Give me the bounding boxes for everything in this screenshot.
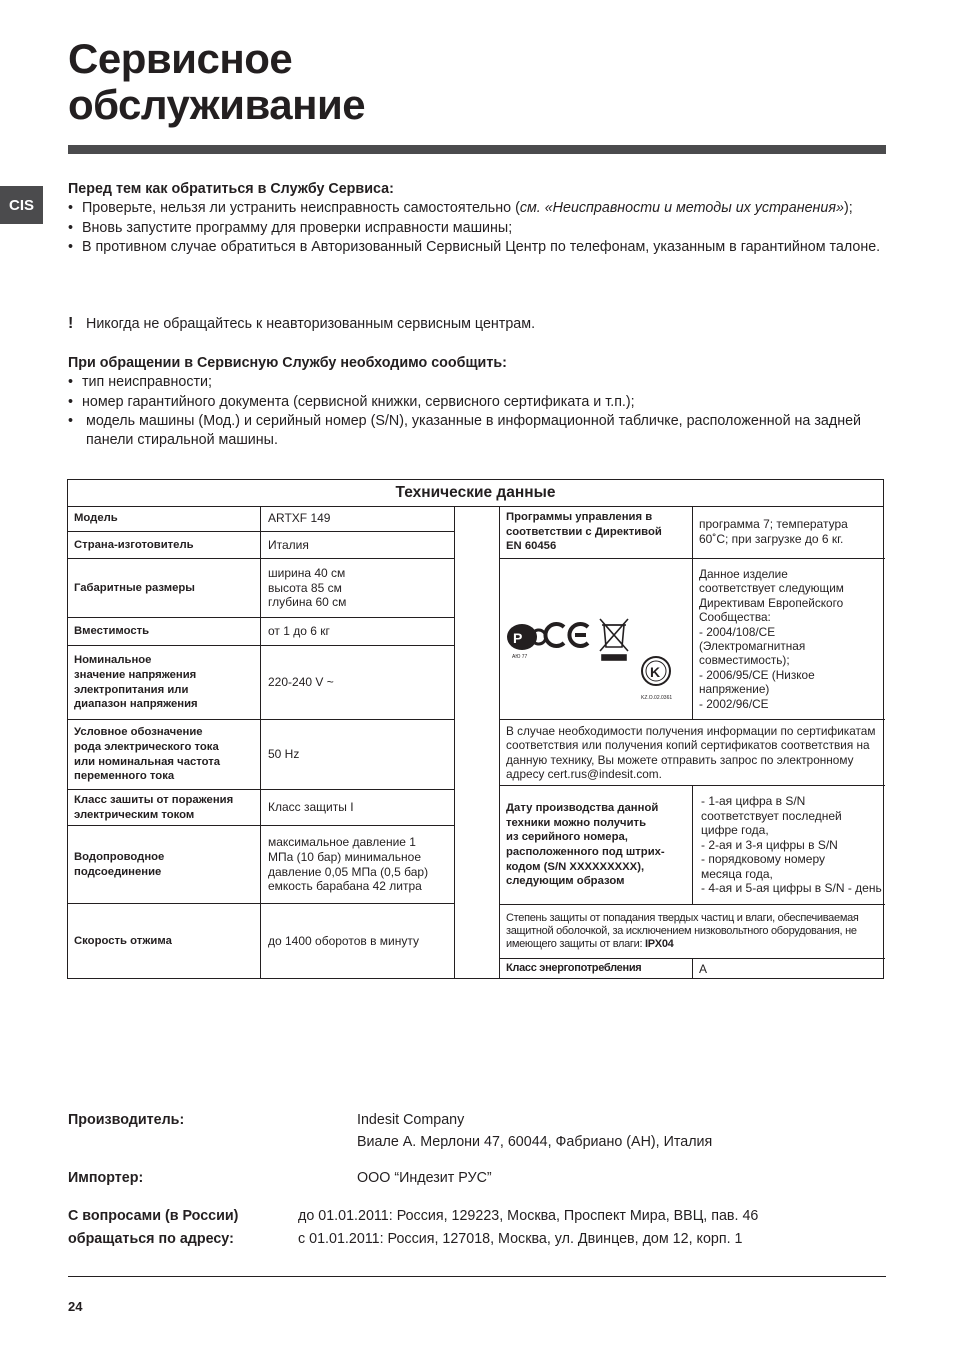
item1-reference: см. «Неисправности и методы их устранения»	[519, 200, 844, 217]
tech-data-table	[67, 479, 884, 979]
spec-value: 50 Hz	[260, 720, 454, 789]
table-row	[68, 904, 454, 979]
list-item: • Вновь запустите программу для проверки исправности машины;	[68, 219, 886, 238]
page-title-line1: Сервисное	[68, 35, 293, 82]
certificate-info: В случае необходимости получения информации по сертификатам соответствия или получения копий сертификатов соответствия на данную технику, Вы можете отправить запрос по электронному адресу cert.rus@indesit.com.	[506, 723, 876, 781]
list-item: • модель машины (Мод.) и серийный номер (S/N), указанные в информационной табличке, расположенной на задней панели стиральной машины.	[68, 412, 886, 451]
energy-class-value: A	[692, 959, 885, 979]
spec-label: Класс зашиты от поражения электрическим током	[74, 793, 234, 821]
spec-value: от 1 до 6 кг	[260, 618, 454, 645]
importer-label: Импортер:	[68, 1170, 144, 1186]
table-row	[500, 905, 885, 959]
spec-value: Класс защиты I	[260, 790, 454, 825]
energy-class-label: Класс энергопотребления	[506, 962, 642, 975]
language-tab: CIS	[0, 186, 43, 224]
certification-marks-graphic	[500, 559, 692, 719]
report-info-section	[68, 354, 886, 450]
before-service-heading: Перед тем как обратиться в Службу Сервиса:	[68, 181, 394, 197]
spec-value: Италия	[260, 532, 454, 558]
spec-value: максимальное давление 1 МПа (10 бар) минимальное давление 0,05 МПа (0,5 бар) емкость барабана 42 литра	[260, 826, 454, 903]
spec-value: 220-240 V ~	[260, 646, 454, 719]
table-row	[68, 720, 454, 790]
ip-protection-info	[506, 905, 879, 958]
kz-certification-icon	[641, 657, 672, 701]
svg-text:P: P	[513, 630, 523, 646]
list-item: • тип неисправности;	[68, 373, 886, 392]
table-row	[68, 618, 454, 646]
eu-directives-text: Данное изделие соответствует следующим Директивам Европейского Сообщества: - 2004/108/CE (Электромагнитная совместимость); - 2006/95/CE (Низкое напряжение) - 2002/96/CE	[692, 559, 885, 719]
contact-address-line2: с 01.01.2011: Россия, 127018, Москва, ул. Двинцев, дом 12, корп. 1	[298, 1231, 743, 1247]
svg-text:K: K	[650, 664, 661, 680]
spec-label: Условное обозначение рода электрического тока или номинальная частота переменного тока	[74, 726, 221, 783]
warning-icon: !	[68, 315, 74, 332]
contact-label-line2: обращаться по адресу:	[68, 1231, 234, 1247]
table-row	[68, 532, 454, 559]
production-date-value: - 1-ая цифра в S/N соответствует последней цифре года, - 2-ая и 3-я цифры в S/N - порядковому номеру месяца года, - 4-ая и 5-ая цифры в S/N - день	[692, 786, 885, 904]
manufacturer-label: Производитель:	[68, 1112, 185, 1128]
warning-text: Никогда не обращайтесь к неавторизованным сервисным центрам.	[86, 316, 536, 332]
pct-mark-icon	[507, 624, 546, 660]
tech-data-title: Технические данные	[68, 480, 883, 507]
spec-value: ARTXF 149	[260, 506, 454, 531]
table-row	[500, 559, 885, 720]
table-row	[500, 720, 885, 786]
contact-label	[68, 1205, 238, 1251]
table-row	[500, 786, 885, 905]
ce-mark-icon	[545, 624, 588, 646]
weee-bin-icon	[600, 619, 628, 660]
programs-label: Программы управления в соответствии с Директивой EN 60456	[506, 511, 662, 553]
contact-address	[298, 1205, 758, 1251]
spec-label: Страна-изготовитель	[74, 538, 194, 551]
report-info-heading: При обращении в Сервисную Службу необходимо сообщить:	[68, 355, 507, 371]
spec-label: Вместимость	[74, 625, 150, 638]
ip-protection-code: IPX04	[645, 938, 674, 951]
page-number: 24	[68, 1299, 83, 1314]
table-row	[68, 559, 454, 618]
spec-label: Модель	[74, 512, 118, 525]
certification-marks	[500, 559, 692, 719]
spec-label: Водопроводное подсоединение	[74, 850, 165, 878]
warning-note	[68, 315, 904, 334]
table-row	[500, 506, 885, 559]
spec-value: до 1400 оборотов в минуту	[260, 904, 454, 979]
importer-value: ООО “Индезит РУС”	[357, 1170, 492, 1186]
table-row	[68, 646, 454, 720]
spec-label: Габаритные размеры	[74, 581, 195, 594]
item1-tail: );	[843, 200, 853, 217]
spec-label: Скорость отжима	[74, 935, 172, 948]
manufacturer-value	[357, 1109, 712, 1153]
list-item: • В противном случае обратиться в Авторизованный Сервисный Центр по телефонам, указанным в гарантийном талоне.	[68, 238, 886, 257]
contact-address-line1: до 01.01.2011: Россия, 129223, Москва, Проспект Мира, ВВЦ, пав. 46	[298, 1208, 759, 1224]
tech-left-column	[68, 506, 455, 979]
tech-right-column	[499, 506, 885, 979]
table-row	[500, 959, 885, 979]
table-row	[68, 826, 454, 904]
table-row	[68, 506, 454, 532]
manufacturer-address: Виале А. Мерлони 47, 60044, Фабриано (АН), Италия	[357, 1134, 713, 1150]
spec-label: Номинальное значение напряжения электропитания или диапазон напряжения	[74, 654, 198, 711]
page-title-line2: обслуживание	[68, 81, 366, 128]
item1-text: Проверьте, нельзя ли устранить неисправность самостоятельно (	[82, 200, 520, 217]
programs-value: программа 7; температура 60˚С; при загрузке до 6 кг.	[692, 506, 885, 558]
list-item	[68, 199, 886, 218]
ip-protection-text: Степень защиты от попадания твердых частиц и влаги, обеспечиваемая защитной оболочкой, за исключением низковольтного оборудования, не имеющего защиты от влаги:	[506, 911, 859, 951]
footer-divider	[68, 1276, 886, 1277]
manufacturer-name: Indesit Company	[357, 1112, 465, 1128]
before-service-section	[68, 180, 886, 257]
title-divider	[68, 145, 886, 154]
contact-label-line1: С вопросами (в России)	[68, 1208, 239, 1224]
production-date-label: Дату производства данной техники можно получить из серийного номера, расположенного под штрих- кодом (S/N XXXXXXXXX), следующим образом	[506, 802, 665, 888]
kz-code: KZ.O.02.0361	[641, 695, 673, 701]
table-row	[68, 790, 454, 826]
list-item: • номер гарантийного документа (сервисной книжки, сервисного сертификата и т.п.);	[68, 393, 886, 412]
spec-value: ширина 40 см высота 85 см глубина 60 см	[260, 559, 454, 617]
page-title	[68, 36, 365, 128]
pct-code: AЮ 77	[512, 654, 528, 660]
